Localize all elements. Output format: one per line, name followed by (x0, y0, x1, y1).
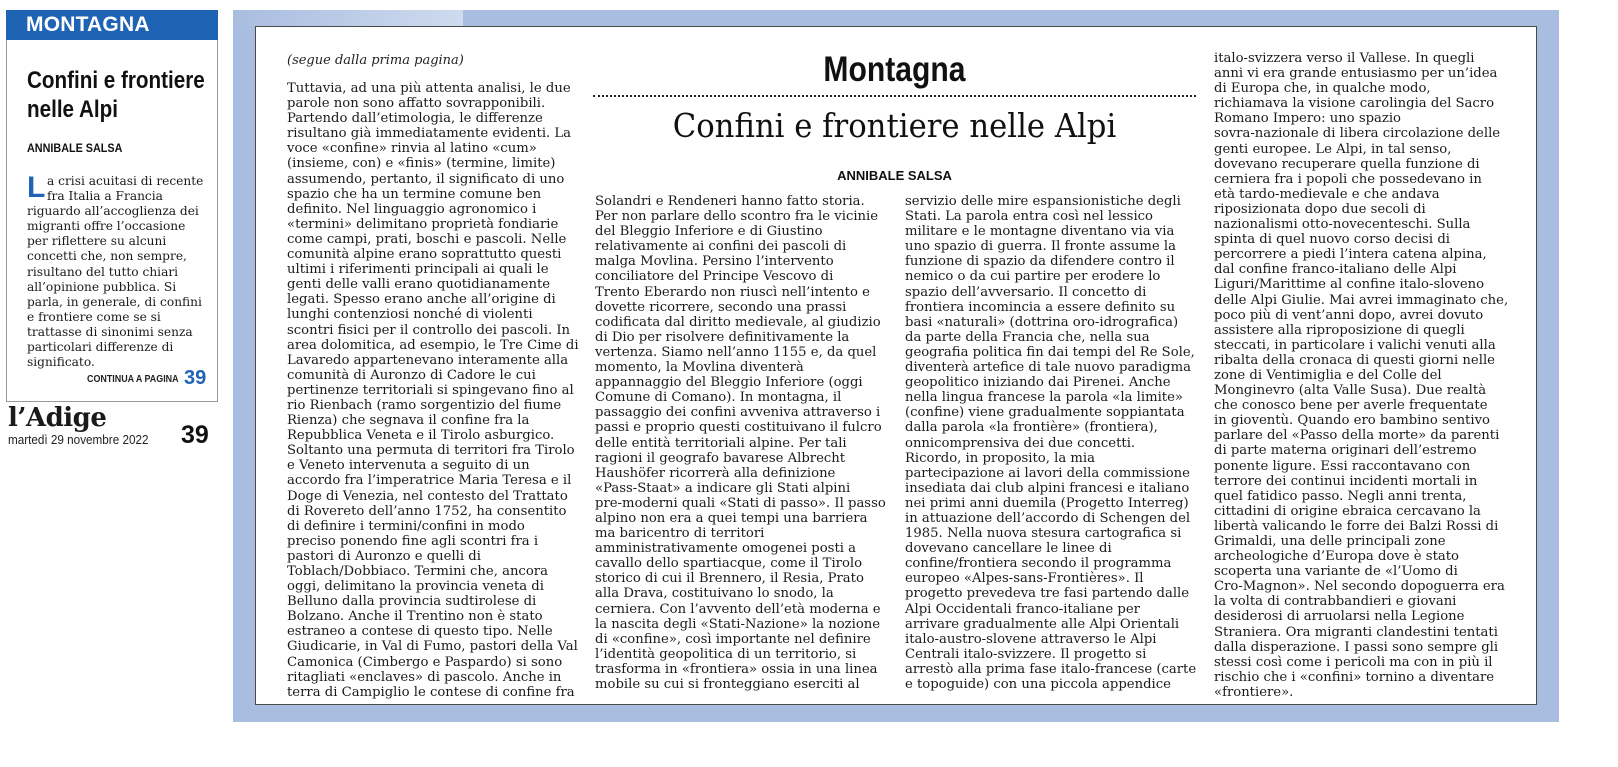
text-line: Alpi Occidentali franco-italiane per (905, 601, 1140, 617)
text-line: delle entità territoriali alpine. Per tali (595, 435, 847, 451)
text-line: definito. Nel linguaggio agronomico i (287, 201, 537, 217)
text-line: quel fatidico passo. Negli anni trenta, (1214, 488, 1467, 504)
text-line: italo-austro-slovene attraverso le Alpi (905, 631, 1157, 647)
text-line: cavallo dello spartiacque, come il Tirolo (595, 556, 863, 572)
text-line: significato. (27, 355, 95, 370)
text-line: alpino non era a quei tempi una barriera (595, 510, 868, 526)
text-line: assumendo, pertanto, il significato di uno (287, 171, 565, 187)
text-line: libertà valicando le forre dei Balzi Rossi di (1214, 518, 1499, 534)
text-line: spazio dell’avversario. Il concetto di (905, 284, 1147, 300)
text-line: da parte della Francia che, nella sua (905, 329, 1150, 345)
text-line: progetto prevedeva tre fasi partendo dalle (905, 586, 1190, 602)
dotted-rule (593, 95, 1196, 97)
text-line: Partendo dall’etimologia, le differenze (287, 111, 543, 127)
text-line: ponente ligure. Essi raccontavano con (1214, 458, 1471, 474)
text-line: lunghi contenziosi nonché di violenti (287, 307, 533, 323)
text-line: momento, la Movlina diventerà (595, 360, 804, 376)
text-line: estraneo a contese di questo tipo. Nelle (287, 624, 553, 640)
text-line: Doge di Venezia, nel contesto del Trattato (287, 488, 568, 504)
text-line: comunità di Auronzo di Cadore le cui (287, 367, 536, 383)
text-line: e frontiere come se si (27, 309, 161, 324)
text-line: amministrativamente omogenei posti a (595, 541, 857, 557)
teaser-author: ANNIBALE SALSA (27, 141, 123, 155)
teaser-dropcap: L (27, 171, 46, 204)
text-line: delle Alpi Giulie. Mai avrei immaginato che, (1214, 292, 1509, 308)
text-line: diventerà artefice di tale nuovo paradigma (905, 360, 1191, 376)
text-line: l’identità geopolitica di un territorio, si (595, 646, 857, 662)
text-line: scoperta una variante de «l’Uomo di (1214, 564, 1458, 580)
text-line: servizio delle mire espansionistiche degli (905, 194, 1181, 209)
text-line: dalla disperazione. I passi sono sempre gli (1214, 639, 1499, 655)
text-line: di «confine», così importante nel definire (595, 631, 871, 647)
teaser-title-line: nelle Alpi (27, 96, 118, 123)
text-line: spazio che ha un termine comune ben (287, 186, 542, 202)
text-line: risultano già immediatamente evidenti. La (287, 126, 572, 142)
text-line: arrivare gradualmente alle Alpi Orientali (905, 616, 1180, 632)
teaser-title[interactable] (27, 66, 205, 124)
article-column-2 (595, 194, 885, 692)
text-line: nazionalismi otto-novecenteschi. Sulla (1214, 217, 1471, 233)
continue-page-link[interactable]: 39 (184, 367, 207, 389)
text-line: uno spazio di guerra. Il fronte assume la (905, 239, 1176, 255)
text-line: ribalta della cronaca di questi giorni nelle (1214, 352, 1495, 368)
text-line: steccati, in particolare i valichi venuti alla (1214, 337, 1496, 353)
text-line: zone di Ventimiglia e del Colle del (1214, 367, 1442, 383)
text-line: Repubblica Veneta e il Tirolo asburgico. (287, 428, 555, 444)
text-line: la volta di contrabbandieri e giovani (1214, 594, 1457, 610)
newspaper-logo: l’Adige (8, 403, 107, 433)
text-line: insediata dai club alpini francesi e italiano (905, 480, 1190, 496)
text-line: dal confine franco-italiano delle Alpi (1214, 262, 1457, 278)
text-line: funzione di spazio da difendere contro il (905, 254, 1175, 270)
article-kicker: Montagna (823, 50, 966, 89)
text-line: riguardo all’accoglienza dei (27, 204, 199, 219)
text-line: riposizionata dopo due secoli di (1214, 201, 1426, 217)
text-line: assistere alla riproposizione di quegli (1214, 322, 1465, 338)
text-line: anni vi era grande entusiasmo per un’idea (1214, 66, 1498, 82)
text-line: mobile su cui si fronteggiano eserciti al (595, 677, 860, 692)
text-line: pre-moderni quali «Stati di passo». Il passo (595, 495, 886, 511)
text-line: militare e le montagne diventano via via (905, 224, 1175, 240)
article-byline: ANNIBALE SALSA (837, 168, 952, 183)
text-line: confine/frontiera secondo il programma (905, 556, 1172, 572)
text-line: storico di cui il Brennero, il Resia, Prato (595, 571, 864, 587)
text-line: dalla parola «la frontière» (frontiera), (905, 420, 1158, 436)
article-column-3 (905, 194, 1195, 692)
text-line: Rienza) che segnava il confine fra la (287, 413, 530, 429)
text-line: partecipazione ai lavori della commissione (905, 465, 1190, 481)
text-line: scontri fisici per il controllo dei pascoli. In (287, 322, 571, 338)
text-line: terra di Campiglio le contese di confine fra (287, 684, 575, 700)
text-line: area dolomitica, ad esempio, le Tre Cime di (287, 337, 579, 353)
text-line: Solandri e Rendeneri hanno fatto storia. (595, 194, 865, 209)
text-line: dovevano cancellare le linee di (905, 541, 1112, 557)
text-line: comunità alpine erano soprattutto questi (287, 247, 562, 263)
text-line: pertinenze territoriali si spingevano fino al (287, 382, 574, 398)
text-line: come campi, prati, boschi e pascoli. Nelle (287, 231, 567, 247)
text-line: Giudicarie, in Val di Fumo, pastori della Val (287, 639, 578, 655)
text-line: che conosco bene per averle frequentate (1214, 398, 1488, 414)
text-line: nella lingua francese la parola «la limite» (905, 390, 1183, 406)
text-line: Haushöfer ricorrerà alla definizione (595, 465, 836, 481)
text-line: «Pass-Staat» a indicare gli Stati alpini (595, 480, 851, 496)
text-line: basi «naturali» (dottrina oro-idrografica) (905, 314, 1179, 330)
text-line: poco più di vent’anni dopo, avrei dovuto (1214, 307, 1484, 323)
text-line: rischio che i «confini» tornino a diventare (1214, 669, 1495, 685)
frame-fade (233, 10, 463, 26)
text-line: spinta di quel nuovo corso decisi di (1214, 232, 1450, 248)
text-line: parlare del «Passo della morte» da parenti (1214, 428, 1500, 444)
text-line: età tardo-medievale e che andava (1214, 186, 1440, 202)
text-line: ragioni il geografo bavarese Albrecht (595, 450, 846, 466)
text-line: Liguri/Marittime al confine italo-sloveno (1214, 277, 1485, 293)
text-line: Per non parlare dello scontro fra le vicinie (595, 209, 879, 225)
text-line: accordo fra l’imperatrice Maria Teresa e il (287, 473, 572, 489)
text-line: sovra-nazionale di libera circolazione delle (1214, 126, 1501, 142)
text-line: relativamente ai confini dei pascoli di (595, 239, 847, 255)
text-line: vertenza. Siamo nell’anno 1155 e, da quel (595, 344, 877, 360)
text-line: risultano del tutto chiari (27, 264, 179, 279)
section-label: MONTAGNA (6, 10, 218, 40)
text-line: genti delle valli erano quotidianamente (287, 277, 551, 293)
text-line: nemico o da cui partire per erodere lo (905, 269, 1161, 285)
text-line: Trento Eberardo non riuscì nell’intento e (595, 284, 870, 300)
text-line: Romano Impero: uno spazio (1214, 111, 1401, 127)
text-line: cerniera. Con l’avvento dell’età moderna e (595, 601, 881, 617)
text-line: concetti che, non sempre, (27, 249, 187, 264)
text-line: all’opinione pubblica. Si (27, 279, 177, 294)
text-line: in attuazione dell’accordo di Schengen del (905, 510, 1191, 526)
text-line: arrestò alla prima fase italo-francese (carte (905, 661, 1197, 677)
text-line: alla Drava, costituivano lo snodo, la (595, 586, 834, 602)
text-line: Centrali italo-svizzere. Il progetto si (905, 646, 1147, 662)
text-line: cerniera fra i popoli che possedevano in (1214, 171, 1482, 187)
text-line: genti europee. Le Alpi, in tal senso, (1214, 141, 1452, 157)
text-line: Lavaredo appartenevano interamente alla (287, 352, 569, 368)
text-line: oggi, delimitano la provincia veneta di (287, 579, 544, 595)
text-line: passi e proprio questi costituivano il fulcro (595, 420, 882, 436)
text-line: malga Movlina. Persino l’intervento (595, 254, 834, 270)
text-line: desiderosi di arruolarsi nella Legione (1214, 609, 1465, 625)
text-line: onnicomprensiva dei due concetti. (905, 435, 1136, 451)
text-line: italo-svizzera verso il Vallese. In quegli (1214, 51, 1475, 66)
text-line: Belluno dalla provincia sudtirolese di (287, 594, 537, 610)
article-headline: Confini e frontiere nelle Alpi (672, 106, 1117, 145)
text-line: Stati. La parola entra così nel lessico (905, 209, 1153, 225)
text-line: di Dio per risolvere definitivamente la (595, 329, 850, 345)
page-number: 39 (181, 421, 209, 449)
text-line: del Bleggio Inferiore e di Giustino (595, 224, 823, 240)
text-line: pastori di Auronzo e quelli di (287, 548, 481, 564)
text-line: Monginevro (alta Valle Susa). Due realtà (1214, 383, 1487, 399)
text-line: Ricordo, in proposito, la mia (905, 450, 1095, 466)
text-line: Toblach/Dobbiaco. Termini che, ancora (287, 564, 548, 579)
text-line: Straniera. Ora migranti clandestini tentati (1214, 624, 1498, 640)
text-line: di Rovereto dell’anno 1752, ha consentito (287, 503, 567, 519)
text-line: fra Italia a Francia (47, 189, 163, 204)
text-line: Comune di Comano). In montagna, il (595, 390, 842, 406)
text-line: frontiera incomincia a essere definito su (905, 299, 1176, 315)
text-line: europeo «Alpes-sans-Frontières». Il (905, 571, 1144, 587)
text-line: geopolitico iniziando dai Pirenei. Anche (905, 375, 1171, 391)
text-line: rio Rienbach (ramo sorgentizio del fiume (287, 397, 562, 413)
teaser-title-line: Confini e frontiere (27, 67, 205, 94)
text-line: preciso ponendo fine agli scontri fra i (287, 533, 539, 549)
publication-date: martedì 29 novembre 2022 (8, 432, 149, 447)
text-line: parole non sono affatto sovrapponibili. (287, 96, 546, 112)
text-line: terrore dei continui incidenti mortali in (1214, 473, 1478, 489)
article-column-1 (287, 81, 582, 700)
continue-label[interactable]: CONTINUA A PAGINA (87, 373, 179, 385)
teaser-text (27, 171, 217, 370)
text-line: passaggio dei confini avveniva attraverso i (595, 405, 881, 421)
text-line: codificata dal diritto medievale, al giudizio (595, 314, 881, 330)
text-line: Tuttavia, ad una più attenta analisi, le due (287, 81, 571, 96)
text-line: dovette ricorrere, secondo una prassi (595, 299, 847, 315)
text-line: 1985. Nella nuova stesura cartografica si (905, 526, 1182, 542)
text-line: in gioventù. Quando ero bambino sentivo (1214, 413, 1490, 429)
text-line: ultimi i riferimenti principali ai quali le (287, 262, 549, 278)
text-line: Cro-Magnon». Nel secondo dopoguerra era (1214, 579, 1505, 595)
text-line: a crisi acuitasi di recente (47, 174, 204, 188)
text-line: «frontiere». (1214, 684, 1294, 700)
text-line: richiamava la visione carolingia del Sacro (1214, 96, 1495, 112)
text-line: appannaggio del Bleggio Inferiore (oggi (595, 375, 863, 391)
text-line: (insieme, con) e «finis» (termine, limite) (287, 156, 556, 172)
continued-note: (segue dalla prima pagina) (287, 53, 464, 68)
text-line: Soltanto una permuta di territori fra Tirolo (287, 443, 575, 459)
text-line: voce «confine» rinvia al latino «cum» (287, 141, 537, 157)
text-line: dovevano recuperare quella funzione di (1214, 156, 1480, 172)
article-column-4 (1214, 51, 1514, 700)
text-line: Bolzano. Anche il Trentino non è stato (287, 609, 543, 625)
text-line: parla, in generale, di confini (27, 294, 202, 309)
text-line: di definire i termini/confini in modo (287, 518, 525, 534)
text-line: di Europa che, in qualche modo, (1214, 81, 1431, 97)
text-line: per riflettere su alcuni (27, 234, 167, 249)
text-line: Grimaldi, una delle principali zone (1214, 534, 1446, 549)
text-line: trasforma in «frontiera» ossia in una linea (595, 661, 878, 677)
text-line: la nascita degli «Stati-Nazione» la nozione (595, 616, 881, 632)
text-line: «termini» delimitano proprietà fondiarie (287, 216, 559, 232)
text-line: ma baricentro di territori (595, 526, 765, 542)
text-line: trattasse di sinonimi senza (27, 324, 193, 339)
text-line: e topoguide) con una piccola appendice (905, 677, 1171, 692)
text-line: stessi così come i pericoli ma con in più il (1214, 654, 1493, 670)
text-line: nei primi anni duemila (Progetto Interreg) (905, 495, 1189, 511)
text-line: geografia politica fin dai tempi del Re Sole, (905, 344, 1195, 360)
text-line: ritagliati «enclaves» di pascolo. Anche in (287, 669, 562, 685)
text-line: Camonica (Cimbergo e Paspardo) si sono (287, 654, 563, 670)
text-line: cittadini di origine ebraica cercavano la (1214, 503, 1481, 519)
text-line: migranti offre l’occasione (27, 219, 186, 234)
text-line: conciliatore del Principe Vescovo di (595, 269, 834, 285)
text-line: (confine) viene gradualmente soppiantata (905, 405, 1185, 421)
text-line: legati. Spesso erano anche all’origine di (287, 292, 556, 308)
text-line: archeologiche d’Europa dove è stato (1214, 549, 1459, 565)
text-line: particolari differenze di (27, 340, 174, 355)
text-line: percorrere a piedi l’intera catena alpina, (1214, 247, 1487, 263)
text-line: e Veneto intervenuta a seguito di un (287, 458, 530, 474)
text-line: di parte materna originari dell’estremo (1214, 443, 1477, 459)
